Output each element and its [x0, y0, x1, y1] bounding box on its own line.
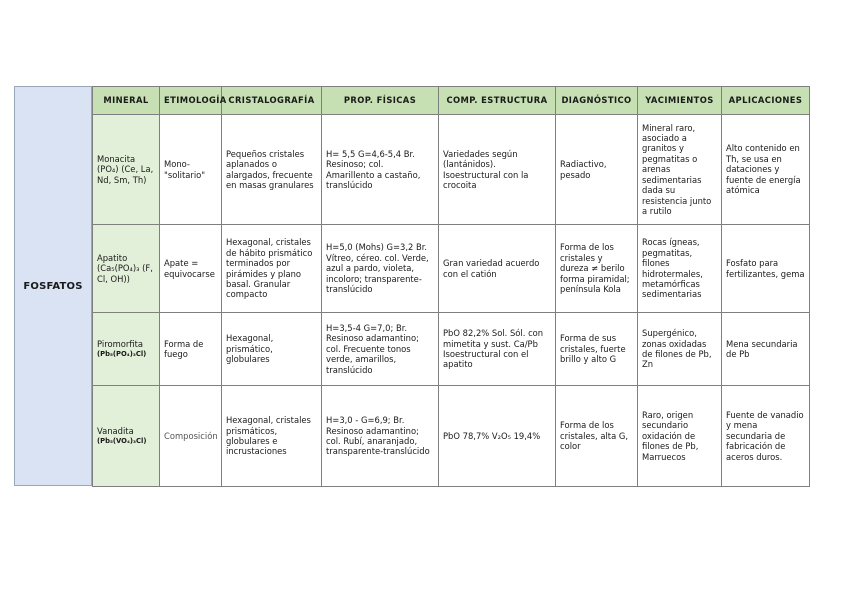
aplicaciones-cell: Mena secundaria de Pb	[722, 313, 810, 386]
comp-estructura-cell: Variedades según (lantánidos). Isoestructural con la crocoita	[439, 115, 556, 225]
mineral-name: Apatito	[97, 252, 128, 263]
mineral-formula: (Pb₅(PO₄)₃Cl)	[97, 350, 147, 358]
header-diagnostico: DIAGNÓSTICO	[556, 87, 638, 115]
mineral-name: Vanadita	[97, 425, 134, 436]
mineral-cell	[93, 225, 160, 313]
minerals-table	[92, 86, 810, 487]
cristalografia-cell: Pequeños cristales aplanados o alargados, frecuente en masas granulares	[222, 115, 322, 225]
cristalografia-cell: Hexagonal, prismático, globulares	[222, 313, 322, 386]
prop-fisicas-cell: H= 5,5 G=4,6-5,4 Br. Resinoso; col. Amarillento a castaño, translúcido	[322, 115, 439, 225]
header-comp-estructura: COMP. ESTRUCTURA	[439, 87, 556, 115]
mineral-name: Monacita	[97, 153, 136, 164]
table-row	[93, 386, 810, 487]
cristalografia-cell: Hexagonal, cristales de hábito prismático terminados por pirámides y plano basal. Granular compacto	[222, 225, 322, 313]
comp-estructura-cell: PbO 78,7% V₂O₅ 19,4%	[439, 386, 556, 487]
comp-estructura-cell: Gran variedad acuerdo con el catión	[439, 225, 556, 313]
diagnostico-cell: Forma de los cristales y dureza ≠ berilo forma piramidal; península Kola	[556, 225, 638, 313]
header-prop-fisicas: PROP. FÍSICAS	[322, 87, 439, 115]
header-mineral: MINERAL	[93, 87, 160, 115]
yacimientos-cell: Supergénico, zonas oxidadas de filones de Pb, Zn	[638, 313, 722, 386]
etimologia-cell: Mono-"solitario"	[160, 115, 222, 225]
category-label: FOSFATOS	[14, 86, 92, 486]
etimologia-cell: Apate = equivocarse	[160, 225, 222, 313]
prop-fisicas-cell: H=3,5-4 G=7,0; Br. Resinoso adamantino; col. Frecuente tonos verde, amarillos, translúcido	[322, 313, 439, 386]
yacimientos-cell: Rocas ígneas, pegmatitas, filones hidrotermales, metamórficas sedimentarias	[638, 225, 722, 313]
mineral-cell	[93, 313, 160, 386]
diagnostico-cell: Forma de sus cristales, fuerte brillo y alto G	[556, 313, 638, 386]
header-etimologia: ETIMOLOGÍA	[160, 87, 222, 115]
aplicaciones-cell: Fuente de vanadio y mena secundaria de fabricación de aceros duros.	[722, 386, 810, 487]
mineral-name: Piromorfita	[97, 338, 143, 349]
yacimientos-cell: Raro, origen secundario oxidación de filones de Pb, Marruecos	[638, 386, 722, 487]
diagnostico-cell: Forma de los cristales, alta G, color	[556, 386, 638, 487]
mineral-cell	[93, 386, 160, 487]
aplicaciones-cell: Alto contenido en Th, se usa en dataciones y fuente de energía atómica	[722, 115, 810, 225]
etimologia-cell: Forma de fuego	[160, 313, 222, 386]
prop-fisicas-cell: H=3,0 - G=6,9; Br. Resinoso adamantino; col. Rubí, anaranjado, transparente-translúcido	[322, 386, 439, 487]
etimologia-cell: Composición	[160, 386, 222, 487]
header-aplicaciones: APLICACIONES	[722, 87, 810, 115]
table-row	[93, 225, 810, 313]
mineral-formula: (PO₄) (Ce, La, Nd, Sm, Th)	[97, 164, 154, 185]
mineral-formula: (Ca₅(PO₄)₃ (F, Cl, OH))	[97, 263, 153, 284]
header-row	[93, 87, 810, 115]
prop-fisicas-cell: H=5,0 (Mohs) G=3,2 Br. Vítreo, céreo. col. Verde, azul a pardo, violeta, incoloro; transparente-translúcido	[322, 225, 439, 313]
diagnostico-cell: Radiactivo, pesado	[556, 115, 638, 225]
header-yacimientos: YACIMIENTOS	[638, 87, 722, 115]
table-row	[93, 115, 810, 225]
comp-estructura-cell: PbO 82,2% Sol. Sól. con mimetita y sust. Ca/Pb Isoestructural con el apatito	[439, 313, 556, 386]
mineral-formula: (Pb₅(VO₄)₃Cl)	[97, 437, 147, 445]
cristalografia-cell: Hexagonal, cristales prismáticos, globulares e incrustaciones	[222, 386, 322, 487]
aplicaciones-cell: Fosfato para fertilizantes, gema	[722, 225, 810, 313]
header-cristalografia: CRISTALOGRAFÍA	[222, 87, 322, 115]
yacimientos-cell: Mineral raro, asociado a granitos y pegmatitas o arenas sedimentarias dada su resistencia junto a rutilo	[638, 115, 722, 225]
mineral-cell	[93, 115, 160, 225]
table-row	[93, 313, 810, 386]
